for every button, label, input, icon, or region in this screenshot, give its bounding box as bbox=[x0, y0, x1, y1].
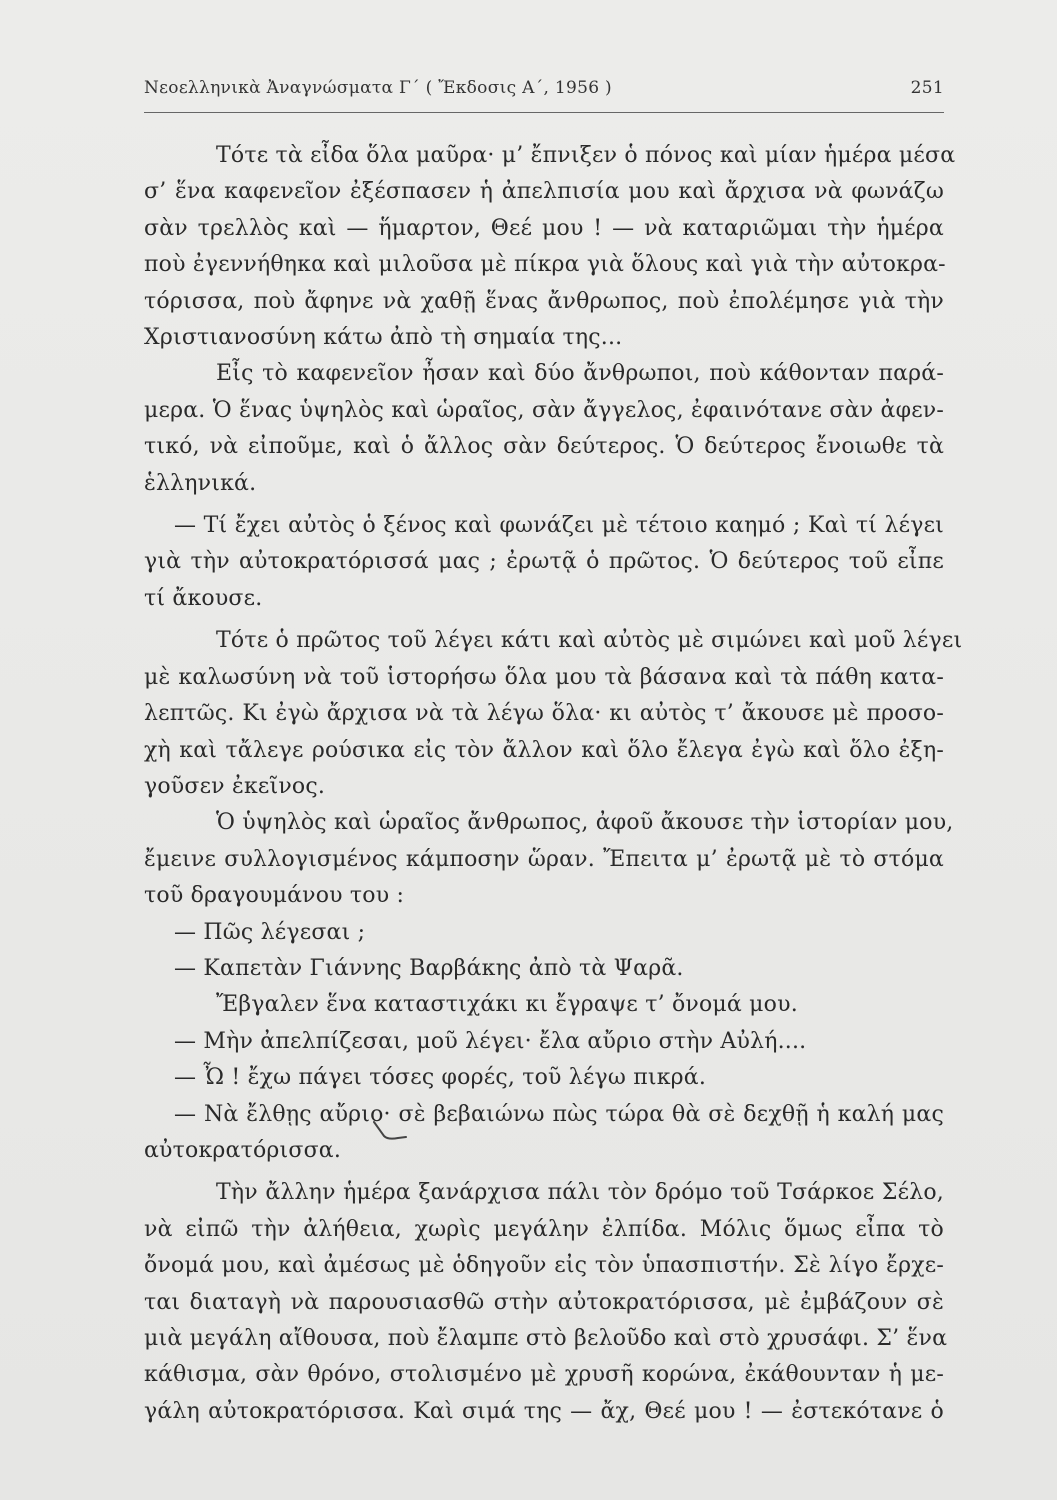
text-line: Τότε ὁ πρῶτος τοῦ λέγει κάτι καὶ αὐτὸς μὲ σιμώνει καὶ μοῦ λέγει bbox=[216, 628, 963, 654]
text-line: μὲ καλωσύνη νὰ τοῦ ἱστορήσω ὅλα μου τὰ βάσανα καὶ τὰ πάθη κατα- bbox=[144, 664, 944, 690]
text-line: ἔμεινε συλλογισμένος κάμποσην ὥραν. Ἔπειτα μ’ ἐρωτᾷ μὲ τὸ στόμα bbox=[144, 846, 944, 872]
text-line: μερα. Ὁ ἕνας ὑψηλὸς καὶ ὡραῖος, σὰν ἄγγελος, ἐφαινότανε σὰν ἀφεν- bbox=[144, 397, 944, 423]
text-line: γάλη αὐτοκρατόρισσα. Καὶ σιμά της — ἄχ, Θεέ μου ! — ἐστεκότανε ὁ bbox=[144, 1398, 944, 1424]
text-line: τί ἄκουσε. bbox=[144, 585, 263, 611]
text-line: ποὺ ἐγεννήθηκα καὶ μιλοῦσα μὲ πίκρα γιὰ ὅλους καὶ γιὰ τὴν αὐτοκρα- bbox=[144, 252, 946, 278]
page-number: 251 bbox=[910, 78, 944, 98]
text-line: τικό, νὰ εἰποῦμε, καὶ ὁ ἄλλος σὰν δεύτερος. Ὁ δεύτερος ἔνοιωθε τὰ bbox=[144, 434, 944, 460]
paragraph bbox=[144, 987, 944, 1023]
paragraph bbox=[144, 356, 944, 502]
text-line: Χριστιανοσύνη κάτω ἀπὸ τὴ σημαία της... bbox=[144, 325, 623, 351]
dialogue-line bbox=[144, 951, 944, 987]
text-line: τόρισσα, ποὺ ἄφηνε νὰ χαθῇ ἕνας ἄνθρωπος, ποὺ ἐπολέμησε γιὰ τὴν bbox=[144, 288, 944, 314]
text-line: λεπτῶς. Κι ἐγὼ ἄρχισα νὰ τὰ λέγω ὅλα· κι αὐτὸς τ’ ἄκουσε μὲ προσο- bbox=[144, 701, 944, 727]
text-line: γιὰ τὴν αὐτοκρατόρισσά μας ; ἐρωτᾷ ὁ πρῶτος. Ὁ δεύτερος τοῦ εἶπε bbox=[144, 549, 944, 575]
paragraph bbox=[144, 1175, 948, 1430]
text-line: ται διαταγὴ νὰ παρουσιασθῶ στὴν αὐτοκρατόρισσα, μὲ ἐμβάζουν σὲ bbox=[144, 1289, 944, 1315]
text-line: — Πῶς λέγεσαι ; bbox=[174, 919, 366, 945]
text-line: σὰν τρελλὸς καὶ — ἥμαρτον, Θεέ μου ! — νὰ καταριῶμαι τὴν ἡμέρα bbox=[144, 215, 944, 241]
text-line: τοῦ δραγουμάνου του : bbox=[144, 883, 405, 909]
running-head bbox=[144, 74, 944, 104]
paragraph bbox=[144, 805, 954, 914]
text-line: κάθισμα, σὰν θρόνο, στολισμένο μὲ χρυσῆ κορώνα, ἐκάθουνταν ἡ με- bbox=[144, 1362, 944, 1388]
dialogue-line bbox=[144, 1024, 944, 1060]
dialogue-line bbox=[144, 1060, 944, 1096]
text-line: μιὰ μεγάλη αἴθουσα, ποὺ ἔλαμπε στὸ βελοῦδο καὶ στὸ χρυσάφι. Σ’ ἕνα bbox=[144, 1326, 948, 1351]
text-line: — Μὴν ἀπελπίζεσαι, μοῦ λέγει· ἔλα αὔριο στὴν Αὐλή.... bbox=[174, 1028, 807, 1054]
text-line: — Ὦ ! ἔχω πάγει τόσες φορές, τοῦ λέγω πικρά. bbox=[174, 1065, 707, 1091]
text-line: σ’ ἕνα καφενεῖον ἐξέσπασεν ἡ ἀπελπισία μου καὶ ἄρχισα νὰ φωνάζω bbox=[144, 179, 944, 205]
paragraph bbox=[144, 508, 944, 617]
text-line: Εἶς τὸ καφενεῖον ἦσαν καὶ δύο ἄνθρωποι, ποὺ κάθονταν παρά- bbox=[216, 361, 944, 387]
text-line: Ἔβγαλεν ἕνα καταστιχάκι κι ἔγραψε τ’ ὄνομά μου. bbox=[216, 992, 798, 1018]
running-head-title: Νεοελληνικὰ Ἀναγνώσματα Γ΄ ( Ἔκδοσις Α΄, 1956 ) bbox=[144, 78, 612, 98]
text-line: αὐτοκρατόρισσα. bbox=[144, 1137, 342, 1163]
text-line: ὄνομά μου, καὶ ἀμέσως μὲ ὁδηγοῦν εἰς τὸν ὑπασπιστήν. Σὲ λίγο ἔρχε- bbox=[144, 1253, 944, 1279]
paragraph bbox=[144, 623, 963, 805]
dialogue-line bbox=[144, 915, 944, 951]
text-line: Ὁ ὑψηλὸς καὶ ὡραῖος ἄνθρωπος, ἀφοῦ ἄκουσε τὴν ἱστορίαν μου, bbox=[216, 810, 954, 836]
header-rule bbox=[144, 112, 944, 113]
paragraph bbox=[144, 138, 956, 356]
text-line: Τὴν ἄλλην ἡμέρα ξανάρχισα πάλι τὸν δρόμο τοῦ Τσάρκοε Σέλο, bbox=[216, 1180, 944, 1206]
dialogue-line bbox=[144, 1097, 944, 1170]
pen-mark-icon bbox=[370, 1120, 410, 1142]
text-line: χὴ καὶ τἄλεγε ρούσικα εἰς τὸν ἄλλον καὶ ὅλο ἔλεγα ἐγὼ καὶ ὅλο ἐξη- bbox=[144, 737, 944, 763]
text-line: γοῦσεν ἐκεῖνος. bbox=[144, 773, 326, 799]
text-line: ἑλληνικά. bbox=[144, 470, 257, 496]
body-text bbox=[144, 138, 963, 1430]
text-line: — Καπετὰν Γιάννης Βαρβάκης ἀπὸ τὰ Ψαρᾶ. bbox=[174, 955, 684, 981]
text-line: Τότε τὰ εἶδα ὅλα μαῦρα· μ’ ἔπνιξεν ὁ πόνος καὶ μίαν ἡμέρα μέσα bbox=[216, 143, 956, 168]
text-line: — Τί ἔχει αὐτὸς ὁ ξένος καὶ φωνάζει μὲ τέτοιο καημό ; Καὶ τί λέγει bbox=[174, 513, 944, 539]
text-line: — Νὰ ἔλθῃς αὔριο· σὲ βεβαιώνω πὼς τώρα θὰ σὲ δεχθῇ ἡ καλή μας bbox=[174, 1101, 944, 1127]
text-line: νὰ εἰπῶ τὴν ἀλήθεια, χωρὶς μεγάλην ἐλπίδα. Μόλις ὅμως εἶπα τὸ bbox=[144, 1216, 944, 1242]
